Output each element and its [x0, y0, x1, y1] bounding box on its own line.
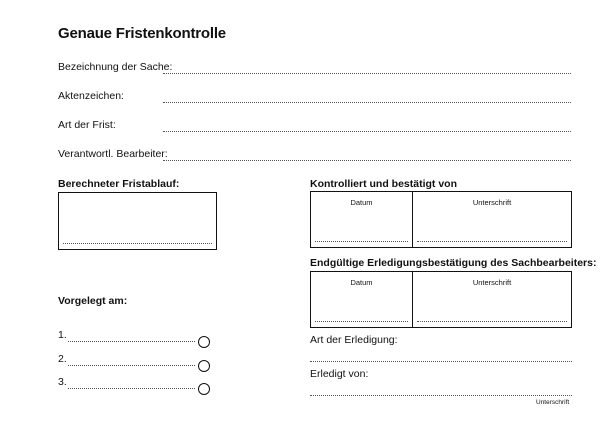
vorgelegt-item-1-checkbox[interactable] — [198, 336, 210, 348]
erledigung-unterschrift-cell[interactable] — [413, 272, 571, 327]
erledigung-datum-label: Datum — [350, 278, 373, 287]
fristablauf-heading: Berechneter Fristablauf: — [58, 178, 180, 190]
kontrolliert-unterschrift-cell[interactable] — [413, 192, 571, 247]
field-label-bearbeiter: Verantwortl. Bearbeiter: — [58, 148, 168, 160]
kontrolliert-datum-line — [315, 241, 408, 242]
kontrolliert-datum-cell[interactable] — [311, 192, 413, 247]
vorgelegt-item-2-line[interactable] — [68, 365, 195, 366]
erledigung-table — [310, 271, 572, 328]
vorgelegt-item-2-checkbox[interactable] — [198, 360, 210, 372]
art-erledigung-label: Art der Erledigung: — [310, 334, 398, 346]
fristablauf-box[interactable] — [58, 192, 217, 250]
field-line-art-der-frist[interactable] — [163, 131, 571, 132]
kontrolliert-unterschrift-label: Unterschrift — [472, 198, 512, 207]
vorgelegt-item-3-checkbox[interactable] — [198, 383, 210, 395]
fristablauf-line — [63, 243, 212, 244]
erledigt-von-line[interactable] — [310, 395, 572, 396]
field-line-bezeichnung[interactable] — [163, 73, 571, 74]
art-erledigung-line[interactable] — [310, 361, 572, 362]
kontrolliert-heading: Kontrolliert und bestätigt von — [310, 178, 457, 190]
vorgelegt-item-3-number: 3. — [58, 376, 67, 388]
kontrolliert-table — [310, 191, 572, 248]
kontrolliert-unterschrift-line — [417, 241, 567, 242]
form-title: Genaue Fristenkontrolle — [58, 25, 226, 42]
erledigung-datum-cell[interactable] — [311, 272, 413, 327]
erledigt-von-sublabel: Unterschrift — [536, 399, 570, 406]
erledigung-unterschrift-line — [417, 321, 567, 322]
field-label-aktenzeichen: Aktenzeichen: — [58, 90, 124, 102]
field-line-aktenzeichen[interactable] — [163, 102, 571, 103]
erledigung-datum-line — [315, 321, 408, 322]
vorgelegt-heading: Vorgelegt am: — [58, 295, 128, 307]
kontrolliert-datum-label: Datum — [350, 198, 373, 207]
erledigung-unterschrift-label: Unterschrift — [472, 278, 512, 287]
erledigung-heading: Endgültige Erledigungsbestätigung des Sachbearbeiters: — [310, 257, 597, 269]
vorgelegt-item-3-line[interactable] — [68, 388, 195, 389]
field-label-art-der-frist: Art der Frist: — [58, 119, 116, 131]
field-label-bezeichnung: Bezeichnung der Sache: — [58, 61, 173, 73]
field-line-bearbeiter[interactable] — [163, 160, 571, 161]
vorgelegt-item-1-number: 1. — [58, 329, 67, 341]
vorgelegt-item-1-line[interactable] — [68, 341, 195, 342]
vorgelegt-item-2-number: 2. — [58, 353, 67, 365]
erledigt-von-label: Erledigt von: — [310, 368, 369, 380]
